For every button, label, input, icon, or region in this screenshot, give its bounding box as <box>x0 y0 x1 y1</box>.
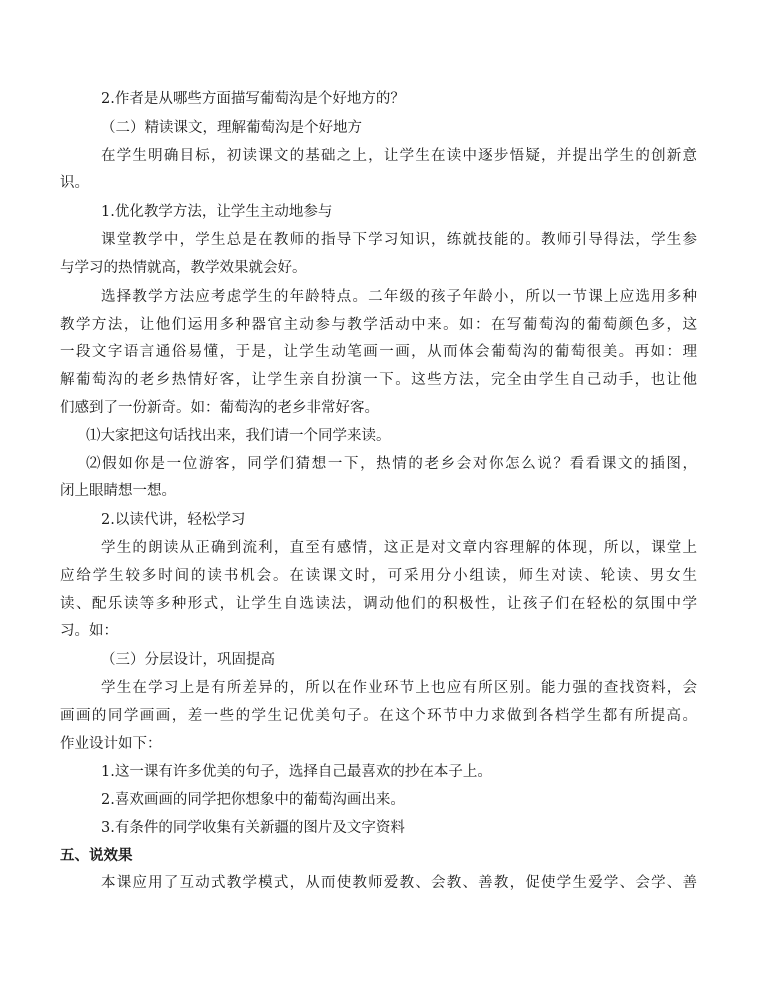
paragraph-line: 读、配乐读等多种形式，让学生自选读法，调动他们的积极性，让孩子们在轻松的氛围中学 <box>60 596 697 612</box>
list-item: 2.喜欢画画的同学把你想象中的葡萄沟画出来。 <box>101 792 405 808</box>
paragraph-line: 学生的朗读从正确到流利，直至有感情，这正是对文章内容理解的体现，所以，课堂上 <box>101 540 697 556</box>
paragraph-line: 一段文字语言通俗易懂，于是，让学生动笔画一画，从而体会葡萄沟的葡萄很美。再如：理 <box>60 344 697 360</box>
paragraph-line: 与学习的热情就高，教学效果就会好。 <box>60 260 307 276</box>
paragraph-line: 教学方法，让他们运用多种器官主动参与教学活动中来。如：在写葡萄沟的葡萄颜色多，这 <box>60 317 697 333</box>
section-heading: （二）精读课文，理解葡萄沟是个好地方 <box>101 120 362 136</box>
paragraph-line: 作业设计如下： <box>60 736 162 752</box>
question-line: 2.作者是从哪些方面描写葡萄沟是个好地方的？ <box>101 91 405 107</box>
paragraph-line: 识。 <box>60 175 89 191</box>
list-item: 3.有条件的同学收集有关新疆的图片及文字资料 <box>101 820 405 836</box>
paragraph-line: 闭上眼睛想一想。 <box>60 483 176 499</box>
chapter-heading: 五、说效果 <box>60 847 133 864</box>
paragraph-line: 们感到了一份新奇。如：葡萄沟的老乡非常好客。 <box>60 400 379 416</box>
paragraph-line: 应给学生较多时间的读书机会。在读课文时，可采用分小组读，师生对读、轮读、男女生 <box>60 568 697 584</box>
paragraph-line: 学生在学习上是有所差异的，所以在作业环节上也应有所区别。能力强的查找资料，会 <box>101 680 697 696</box>
paragraph-line: 选择教学方法应考虑学生的年龄特点。二年级的孩子年龄小，所以一节课上应选用多种 <box>101 289 697 305</box>
paragraph-line: 课堂教学中，学生总是在教师的指导下学习知识，练就技能的。教师引导得法，学生参 <box>101 232 697 248</box>
list-item: ⑴大家把这句话找出来，我们请一个同学来读。 <box>86 428 391 444</box>
list-item: ⑵假如你是一位游客，同学们猜想一下，热情的老乡会对你怎么说？看看课文的插图， <box>86 456 697 472</box>
list-item: 1.这一课有许多优美的句子，选择自己最喜欢的抄在本子上。 <box>101 764 492 780</box>
paragraph-line: 画画的同学画画，差一些的学生记优美句子。在这个环节中力求做到各档学生都有所提高。 <box>60 708 697 724</box>
section-heading: （三）分层设计，巩固提高 <box>101 652 275 668</box>
paragraph-line: 本课应用了互动式教学模式，从而使教师爱教、会教、善教，促使学生爱学、会学、善 <box>101 875 697 891</box>
subsection-heading: 2.以读代讲，轻松学习 <box>101 512 246 528</box>
paragraph-line: 在学生明确目标，初读课文的基础之上，让学生在读中逐步悟疑，并提出学生的创新意 <box>101 148 697 164</box>
paragraph-line: 习。如： <box>60 623 118 639</box>
paragraph-line: 解葡萄沟的老乡热情好客，让学生亲自扮演一下。这些方法，完全由学生自己动手，也让他 <box>60 372 697 388</box>
subsection-heading: 1.优化教学方法，让学生主动地参与 <box>101 204 333 220</box>
